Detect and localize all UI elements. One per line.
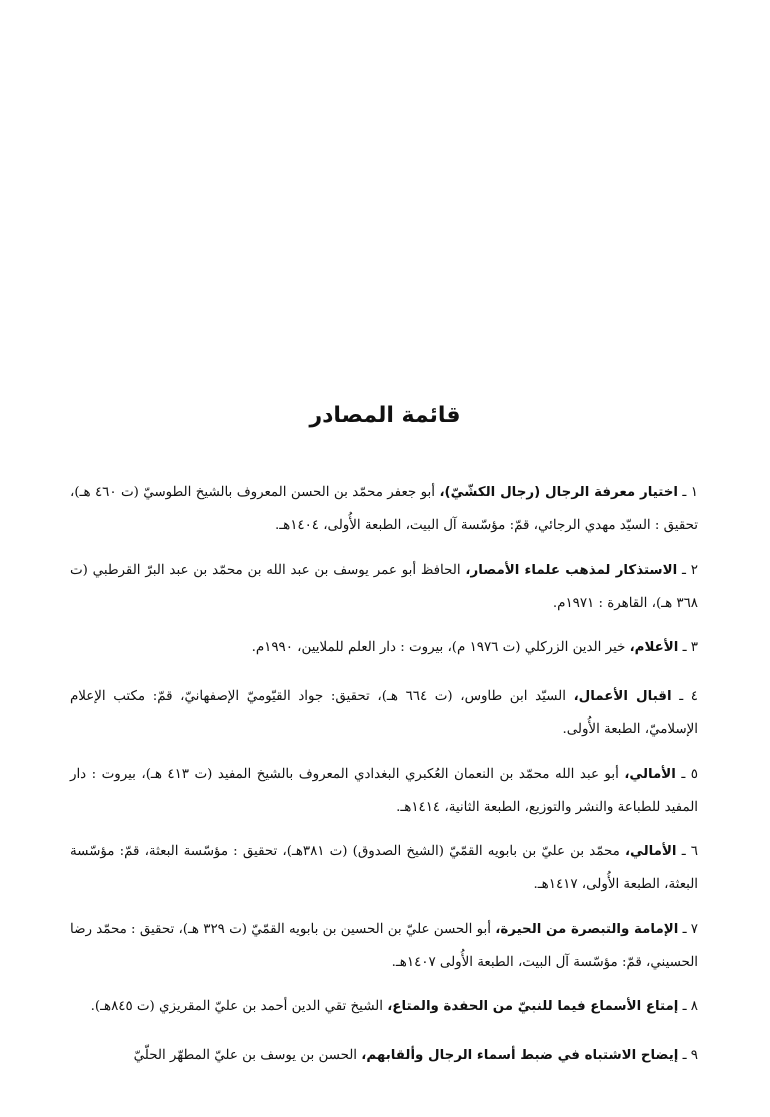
reference-item bbox=[70, 554, 698, 620]
reference-details: أبو جعفر محمّد بن الحسن المعروف بالشيخ الطوسيّ (ت ٤٦٠ هـ)، تحقيق : السيّد مهدي الرجائي، قمّ: مؤسّسة آل البيت، الطبعة الأُولى، ١٤٠٤هـ. bbox=[70, 485, 698, 533]
reference-title: الاستذكار لمذهب علماء الأمصار، bbox=[465, 562, 678, 578]
reference-details: أبو الحسن عليّ بن الحسين بن بابويه القمّيّ (ت ٣٢٩ هـ)، تحقيق : محمّد رضا الحسيني، قمّ: مؤسّسة آل البيت، الطبعة الأُولى ١٤٠٧هـ. bbox=[70, 921, 698, 970]
reference-title: اختيار معرفة الرجال (رجال الكشّيّ)، bbox=[439, 485, 678, 500]
reference-details: أبو عبد الله محمّد بن النعمان العُكبري البغدادي المعروف بالشيخ المفيد (ت ٤١٣ هـ)، بيروت : دار المفيد للطباعة والنشر والتوزيع، الطبعة الثانية، ١٤١٤هـ. bbox=[70, 766, 698, 815]
reference-number: ٣ ـ bbox=[682, 640, 698, 655]
reference-title: الأمالي، bbox=[624, 766, 676, 782]
reference-list bbox=[70, 476, 698, 1084]
reference-item bbox=[70, 476, 698, 542]
reference-details: السيّد ابن طاوس، (ت ٦٦٤ هـ)، تحقيق: جواد القيّوميّ الإصفهانيّ، قمّ: مكتب الإعلام الإسلاميّ، الطبعة الأُولى. bbox=[70, 689, 698, 737]
reference-details: الحافظ أبو عمر يوسف بن عبد الله بن محمّد بن عبد البرّ القرطبي (ت ٣٦٨ هـ)، القاهرة : ١٩٧١م. bbox=[70, 562, 698, 611]
reference-number: ٨ ـ bbox=[682, 999, 698, 1014]
reference-title: إيضاح الاشتباه في ضبط أسماء الرجال وألقابهم، bbox=[361, 1048, 679, 1063]
reference-number: ٢ ـ bbox=[682, 562, 698, 578]
reference-title: الأمالي، bbox=[624, 844, 677, 859]
reference-number: ٦ ـ bbox=[681, 844, 698, 859]
reference-title: اقبال الأعمال، bbox=[573, 689, 672, 704]
reference-details: خير الدين الزركلي (ت ١٩٧٦ م)، بيروت : دار العلم للملايين، ١٩٩٠م. bbox=[251, 640, 626, 655]
reference-details: الشيخ تقي الدين أحمد بن عليّ المقريزي (ت ٨٤٥هـ). bbox=[90, 999, 383, 1014]
reference-item bbox=[70, 913, 698, 979]
reference-number: ٧ ـ bbox=[682, 921, 698, 937]
reference-number: ٥ ـ bbox=[681, 766, 698, 782]
reference-item bbox=[70, 680, 698, 746]
page-title: قائمة المصادر bbox=[309, 403, 461, 428]
reference-item bbox=[70, 990, 698, 1023]
reference-number: ٩ ـ bbox=[682, 1048, 698, 1063]
reference-title: الأعلام، bbox=[629, 640, 679, 655]
reference-item bbox=[70, 1039, 698, 1072]
reference-title: الإمامة والتبصرة من الحيرة، bbox=[495, 921, 679, 937]
reference-item bbox=[70, 631, 698, 664]
reference-title: إمتاع الأسماع فيما للنبيّ من الحفدة والمتاع، bbox=[387, 999, 679, 1014]
reference-number: ١ ـ bbox=[682, 485, 698, 500]
reference-item bbox=[70, 835, 698, 901]
reference-number: ٤ ـ bbox=[679, 689, 698, 704]
reference-details: الحسن بن يوسف بن عليّ المطهّر الحلّيّ bbox=[133, 1048, 358, 1063]
reference-item bbox=[70, 758, 698, 824]
reference-details: محمّد بن عليّ بن بابويه القمّيّ (الشيخ الصدوق) (ت ٣٨١هـ)، تحقيق : مؤسّسة البعثة، قمّ: مؤسّسة البعثة، الطبعة الأُولى، ١٤١٧هـ. bbox=[70, 844, 698, 892]
